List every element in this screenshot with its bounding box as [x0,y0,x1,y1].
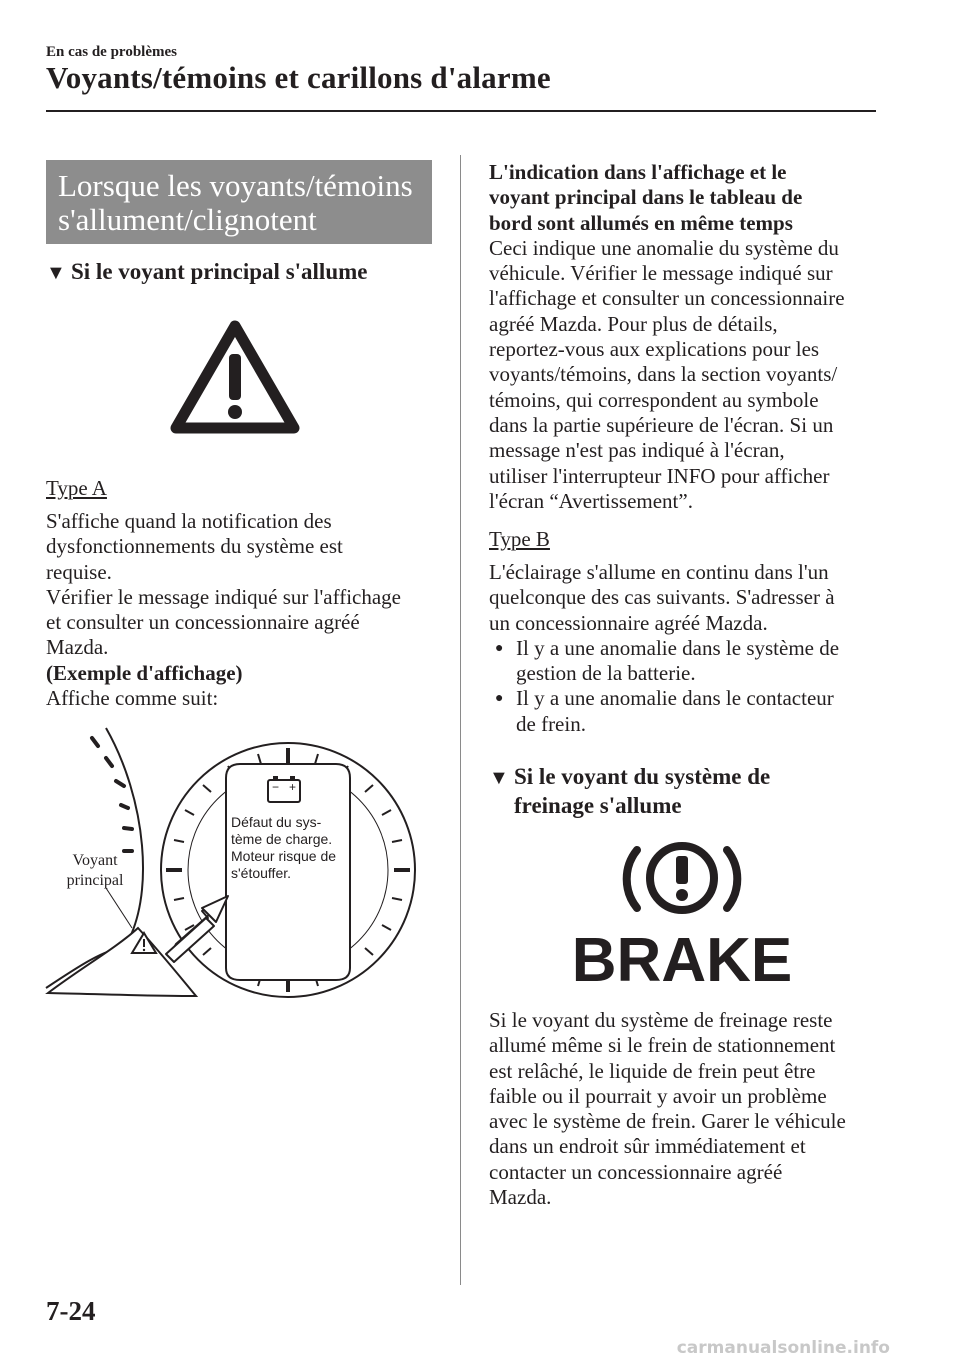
bullet-dot-icon: ● [495,640,504,656]
text-line: avec le système de frein. Garer le véhicule [489,1109,846,1134]
text-line: utiliser l'interrupteur INFO pour afficher [489,463,830,488]
text-line: dysfonctionnements du système est [46,534,343,559]
bullet-line: gestion de la batterie. [516,661,696,686]
callout-line: principal [66,872,124,889]
bullet-line: Il y a une anomalie dans le contacteur [516,686,834,711]
page-number: 7-24 [46,1296,96,1326]
master-warning-callout [60,851,130,891]
text-line: témoins, qui correspondent au symbole [489,387,819,412]
text-line: et consulter un concessionnaire agréé [46,610,360,635]
subheading-brake-warning [489,763,889,820]
text-line: un concessionnaire agréé Mazda. [489,610,768,635]
text-line: l'affichage et consulter un concessionnaire [489,286,845,311]
text-line: reportez-vous aux explications pour les [489,337,820,362]
section-banner-line: s'allument/clignotent [58,202,317,237]
callout-line: Voyant [72,852,118,869]
text-line: L'éclairage s'allume en continu dans l'un [489,560,829,584]
type-a-label: Type A [46,476,107,500]
text-line: voyants/témoins, dans la section voyants/ [489,362,838,387]
display-message [231,814,336,882]
text-line: l'écran “Avertissement”. [489,488,693,513]
text-line: S'affiche quand la notification des [46,509,332,533]
triangle-bullet-icon: ▼ [46,262,66,284]
example-label: (Exemple d'affichage) [46,660,243,685]
subheading-text: Si le voyant du système de [514,764,771,789]
column-divider [460,155,461,1285]
bullet-dot-icon: ● [495,691,504,707]
type-b-paragraph [489,560,889,737]
list-item [489,686,889,737]
section-banner-line: Lorsque les voyants/témoins [58,168,413,203]
display-line: tème de charge. [231,831,333,847]
battery-minus-sign: − [272,780,280,794]
header-divider [46,110,876,112]
text-line: contacter un concessionnaire agréé [489,1159,783,1184]
affiche-text: Affiche comme suit: [46,686,219,711]
type-a-paragraph [46,509,446,711]
bold-line: bord sont allumés en même temps [489,210,793,235]
bullet-line: de frein. [516,711,586,736]
battery-plus-sign: + [289,780,297,794]
text-line: agréé Mazda. Pour plus de détails, [489,311,778,336]
chapter-label: En cas de problèmes [46,44,177,60]
text-line: Vérifier le message indiqué sur l'affichage [46,584,402,609]
text-line: message n'est pas indiqué à l'écran, [489,438,785,463]
text-line: Mazda. [46,635,109,660]
display-line: Moteur risque de [231,848,337,864]
text-line: véhicule. Vérifier le message indiqué sur [489,261,833,286]
right-column-intro [489,160,889,514]
bold-line: voyant principal dans le tableau de [489,185,803,210]
bullet-line: Il y a une anomalie dans le système de [516,635,840,660]
subheading-master-warning [46,258,367,287]
type-b-label: Type B [489,527,550,551]
text-line: Si le voyant du système de freinage reste [489,1008,833,1032]
text-line: faible ou il pourrait y avoir un problème [489,1083,827,1108]
brake-warning-icon [571,838,793,995]
text-line: dans la partie supérieure de l'écran. Si un [489,412,834,437]
bold-line: L'indication dans l'affichage et le [489,160,787,184]
subheading-text: freinage s'allume [514,793,682,818]
subheading-text: Si le voyant principal s'allume [71,259,368,284]
page-title: Voyants/témoins et carillons d'alarme [46,60,551,95]
triangle-bullet-icon: ▼ [489,767,509,789]
master-warning-icon [166,316,304,438]
watermark: carmanualsonline.info [676,1338,890,1358]
text-line: Mazda. [489,1185,552,1210]
text-line: requise. [46,559,112,584]
display-line: s'étouffer. [231,865,292,881]
text-line: allumé même si le frein de stationnement [489,1033,836,1058]
section-banner [46,160,432,244]
text-line: quelconque des cas suivants. S'adresser à [489,585,835,610]
bullet-list [489,636,889,737]
text-line: Ceci indique une anomalie du système du [489,235,839,260]
list-item [489,636,889,687]
text-line: est relâché, le liquide de frein peut être [489,1058,816,1083]
brake-paragraph [489,1008,889,1210]
display-line: Défaut du sys- [231,814,322,830]
brake-icon-label: BRAKE [571,926,793,995]
text-line: dans un endroit sûr immédiatement et [489,1134,806,1159]
